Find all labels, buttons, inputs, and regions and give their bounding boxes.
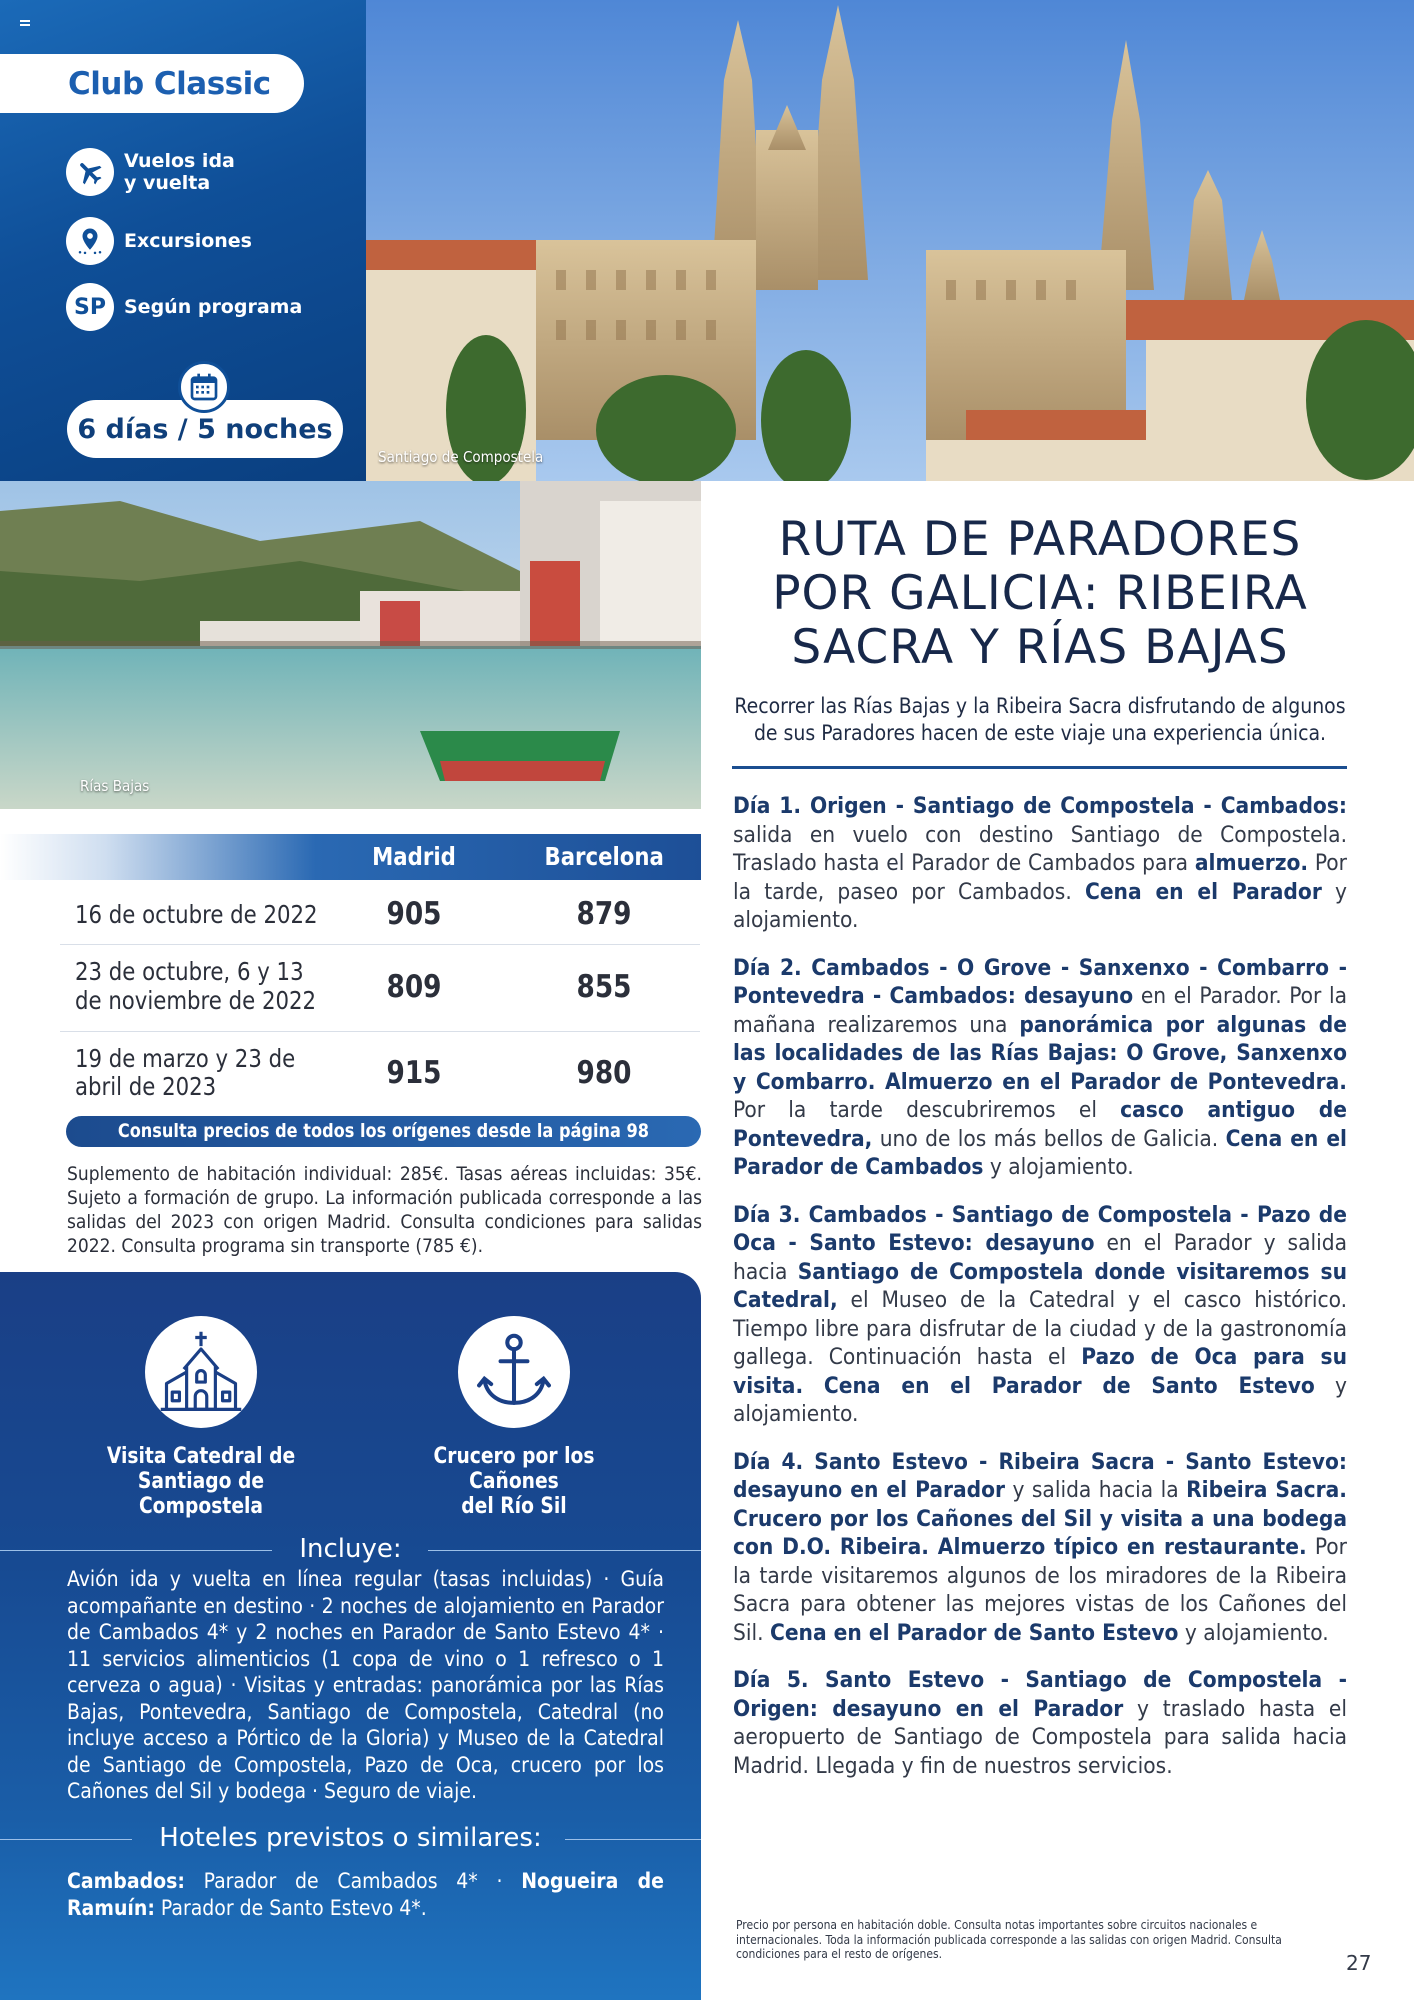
- feature-flights: [66, 148, 235, 196]
- itinerary: [733, 792, 1347, 1799]
- title-line: POR GALICIA: RIBEIRA: [772, 566, 1308, 621]
- menu-icon: [20, 20, 30, 30]
- hotel-location: Nogueira de Ramuín:: [67, 1869, 664, 1920]
- highlight-title-continued: del Río Sil: [461, 1494, 567, 1519]
- hotels-heading: Hoteles previstos o similares:: [159, 1823, 542, 1853]
- feature-label-line1: Vuelos ida: [124, 150, 235, 172]
- program-badge-panel: [0, 0, 366, 481]
- feature-label-line2: y vuelta: [124, 172, 211, 194]
- itinerary-text: y alojamiento.: [733, 1372, 1347, 1427]
- title-line: SACRA Y RÍAS BAJAS: [791, 620, 1289, 675]
- page-title: [720, 513, 1360, 675]
- price-barcelona: 980: [576, 1055, 632, 1091]
- highlight-cathedral: [51, 1316, 351, 1519]
- departure-date-continued: abril de 2023: [75, 1072, 217, 1101]
- itinerary-highlight: Día 5. Santo Estevo - Santiago de Compostela - Origen:: [733, 1667, 1347, 1722]
- price-table-header: [0, 834, 701, 880]
- feature-program: [66, 283, 302, 331]
- itinerary-highlight: casco antiguo de Pontevedra,: [733, 1097, 1347, 1152]
- itinerary-highlight: Cena en el Parador: [1084, 878, 1322, 905]
- photo-caption: Santiago de Compostela: [378, 448, 544, 466]
- title-divider: [732, 766, 1347, 769]
- page-number: 27: [1346, 1951, 1372, 1975]
- price-barcelona: 855: [576, 969, 632, 1005]
- supplement-note: Suplemento de habitación individual: 285€. Tasas aéreas incluidas: 35€. Sujeto a formación de grupo. La información publicada corresponde a las salidas del 2023 con origen Madrid. Consulta condiciones para salidas 2022. Consulta programa sin transporte (785 €).: [67, 1163, 702, 1257]
- photo-caption: Rías Bajas: [80, 777, 150, 795]
- church-icon: [145, 1316, 257, 1428]
- page-subtitle: Recorrer las Rías Bajas y la Ribeira Sacra disfrutando de algunos de sus Paradores hacen de este viaje una experiencia única.: [734, 694, 1346, 745]
- santiago-cathedral-photo: [366, 0, 1414, 481]
- itinerary-highlight: Pazo de Oca para su visita. Cena en el Parador de Santo Estevo: [733, 1344, 1347, 1399]
- itinerary-highlight: Ribeira Sacra. Crucero por los Cañones del Sil y visita a una bodega con D.O. Ribeira. Almuerzo típico en restaurante.: [733, 1477, 1347, 1560]
- departure-date: 23 de octubre, 6 y 13: [75, 957, 304, 986]
- itinerary-text: en el Parador y salida hacia: [733, 1230, 1347, 1285]
- hotel-name: Parador de Santo Estevo 4*.: [160, 1895, 427, 1920]
- row-divider: [60, 944, 700, 945]
- hotels-list: [67, 1868, 664, 1921]
- footnote: Precio por persona en habitación doble. Consulta notas importantes sobre circuitos nacionales e internacionales. Toda la información publicada corresponde a las salidas con origen Madrid. Consulta condiciones para el resto de orígenes.: [736, 1918, 1282, 1961]
- map-pin-icon: [66, 217, 114, 265]
- hotel-separator: ·: [496, 1869, 503, 1893]
- itinerary-highlight: Día 2. Cambados - O Grove - Sanxenxo - Combarro - Pontevedra - Cambados:: [733, 954, 1347, 1009]
- departure-date-continued: de noviembre de 2022: [75, 986, 317, 1015]
- includes-heading-row: [0, 1534, 701, 1564]
- itinerary-text: en el Parador. Por la mañana realizaremos una: [733, 983, 1348, 1038]
- itinerary-highlight: panorámica por algunas de las localidades de las Rías Bajas: O Grove, Sanxenxo y Combarro. Almuerzo en el Parador de Pontevedra.: [733, 1011, 1347, 1095]
- club-label: Club Classic: [0, 54, 304, 113]
- itinerary-text: y alojamiento.: [733, 878, 1347, 933]
- consult-prices-banner: [66, 1116, 701, 1147]
- includes-text: Avión ida y vuelta en línea regular (tasas incluidas) · Guía acompañante en destino · 2 noches de alojamiento en Parador de Cambados 4* y 2 noches en Parador de Santo Estevo 4* · 11 servicios alimenticios (1 copa de vino o 1 refresco o 1 cerveza o agua) · Visitas y entradas: panorámica por las Rías Bajas, Pontevedra, Santiago de Compostela, Catedral (no incluye acceso a Pórtico de la Gloria) y Museo de la Catedral de Santiago de Compostela, Pazo de Oca, crucero por los Cañones del Sil y bodega · Seguro de viaje.: [67, 1567, 664, 1803]
- feature-label: Excursiones: [124, 230, 252, 252]
- highlight-title: Crucero por los Cañones: [433, 1444, 595, 1494]
- itinerary-highlight: Cena en el Parador de Santo Estevo: [769, 1619, 1179, 1646]
- plane-icon: [66, 148, 114, 196]
- sp-icon-text: SP: [74, 294, 106, 320]
- price-row: [0, 955, 701, 1025]
- title-line: RUTA DE PARADORES: [778, 512, 1302, 567]
- itinerary-day: [733, 792, 1347, 935]
- price-row: [0, 892, 701, 938]
- itinerary-text: Por la tarde descubriremos el: [733, 1097, 1121, 1123]
- itinerary-highlight: desayuno en el Parador: [733, 1477, 1006, 1503]
- itinerary-text: uno de los más bellos de Galicia.: [872, 1125, 1226, 1152]
- itinerary-day: [733, 1201, 1347, 1429]
- calendar-icon: [178, 361, 230, 413]
- itinerary-text: el Museo de la Catedral y el casco histórico. Tiempo libre para disfrutar de la ciudad y de la gastronomía gallega. Continuación hasta el: [733, 1287, 1347, 1370]
- column-header-madrid: Madrid: [372, 842, 456, 871]
- itinerary-highlight: desayuno: [972, 1230, 1095, 1256]
- itinerary-text: y alojamiento.: [1178, 1619, 1329, 1646]
- itinerary-day: [733, 1666, 1347, 1780]
- departure-date: 19 de marzo y 23 de: [75, 1044, 296, 1073]
- hotel-name: Parador de Cambados 4*: [203, 1869, 478, 1893]
- itinerary-highlight: Día 4. Santo Estevo - Ribeira Sacra - Santo Estevo:: [733, 1448, 1347, 1475]
- sp-icon: [66, 283, 114, 331]
- itinerary-highlight: desayuno en el Parador: [817, 1695, 1124, 1722]
- row-divider: [60, 1031, 700, 1032]
- duration-pill: 6 días / 5 noches: [67, 400, 343, 458]
- hotel-location: Cambados:: [67, 1869, 185, 1893]
- feature-label: Según programa: [124, 296, 303, 318]
- anchor-icon: [458, 1316, 570, 1428]
- itinerary-text: Por la tarde, paseo por Cambados.: [733, 850, 1347, 905]
- rias-bajas-photo: [0, 481, 701, 809]
- itinerary-highlight: Santiago de Compostela donde visitaremos su Catedral,: [733, 1258, 1347, 1313]
- highlight-title-continued: Santiago de Compostela: [137, 1469, 265, 1519]
- itinerary-highlight: desayuno: [1015, 983, 1134, 1009]
- itinerary-highlight: Día 3. Cambados - Santiago de Compostela - Pazo de Oca - Santo Estevo:: [733, 1201, 1347, 1256]
- price-barcelona: 879: [576, 896, 632, 932]
- departure-date: 16 de octubre de 2022: [75, 900, 318, 929]
- itinerary-text: Por la tarde visitaremos algunos de los miradores de la Ribeira Sacra para obtener las mejores vistas de los Cañones del Sil.: [733, 1534, 1348, 1646]
- itinerary-highlight: Día 1. Origen - Santiago de Compostela - Cambados:: [733, 793, 1347, 819]
- price-madrid: 915: [386, 1055, 442, 1091]
- itinerary-text: y alojamiento.: [983, 1154, 1134, 1180]
- highlight-title: Visita Catedral de: [106, 1444, 296, 1469]
- itinerary-day: [733, 1448, 1347, 1648]
- itinerary-highlight: almuerzo.: [1194, 850, 1309, 876]
- highlight-river-cruise: [364, 1316, 664, 1519]
- itinerary-text: salida en vuelo con destino Santiago de Compostela. Traslado hasta el Parador de Cambados para: [733, 821, 1347, 876]
- itinerary-text: y traslado hasta el aeropuerto de Santiago de Compostela para salida hacia Madrid. Llegada y fin de nuestros servicios.: [733, 1695, 1347, 1779]
- consult-prices-text: Consulta precios de todos los orígenes desde la página 98: [117, 1120, 650, 1142]
- itinerary-highlight: Cena en el Parador de Cambados: [733, 1125, 1347, 1180]
- hotels-heading-row: [0, 1823, 701, 1853]
- itinerary-text: y salida hacia la: [1005, 1477, 1187, 1503]
- price-madrid: 905: [386, 896, 442, 932]
- column-header-barcelona: Barcelona: [544, 842, 664, 871]
- itinerary-day: [733, 954, 1347, 1182]
- price-madrid: 809: [386, 969, 442, 1005]
- feature-excursions: [66, 217, 252, 265]
- price-row: [0, 1043, 701, 1113]
- includes-heading: Incluye:: [299, 1534, 402, 1564]
